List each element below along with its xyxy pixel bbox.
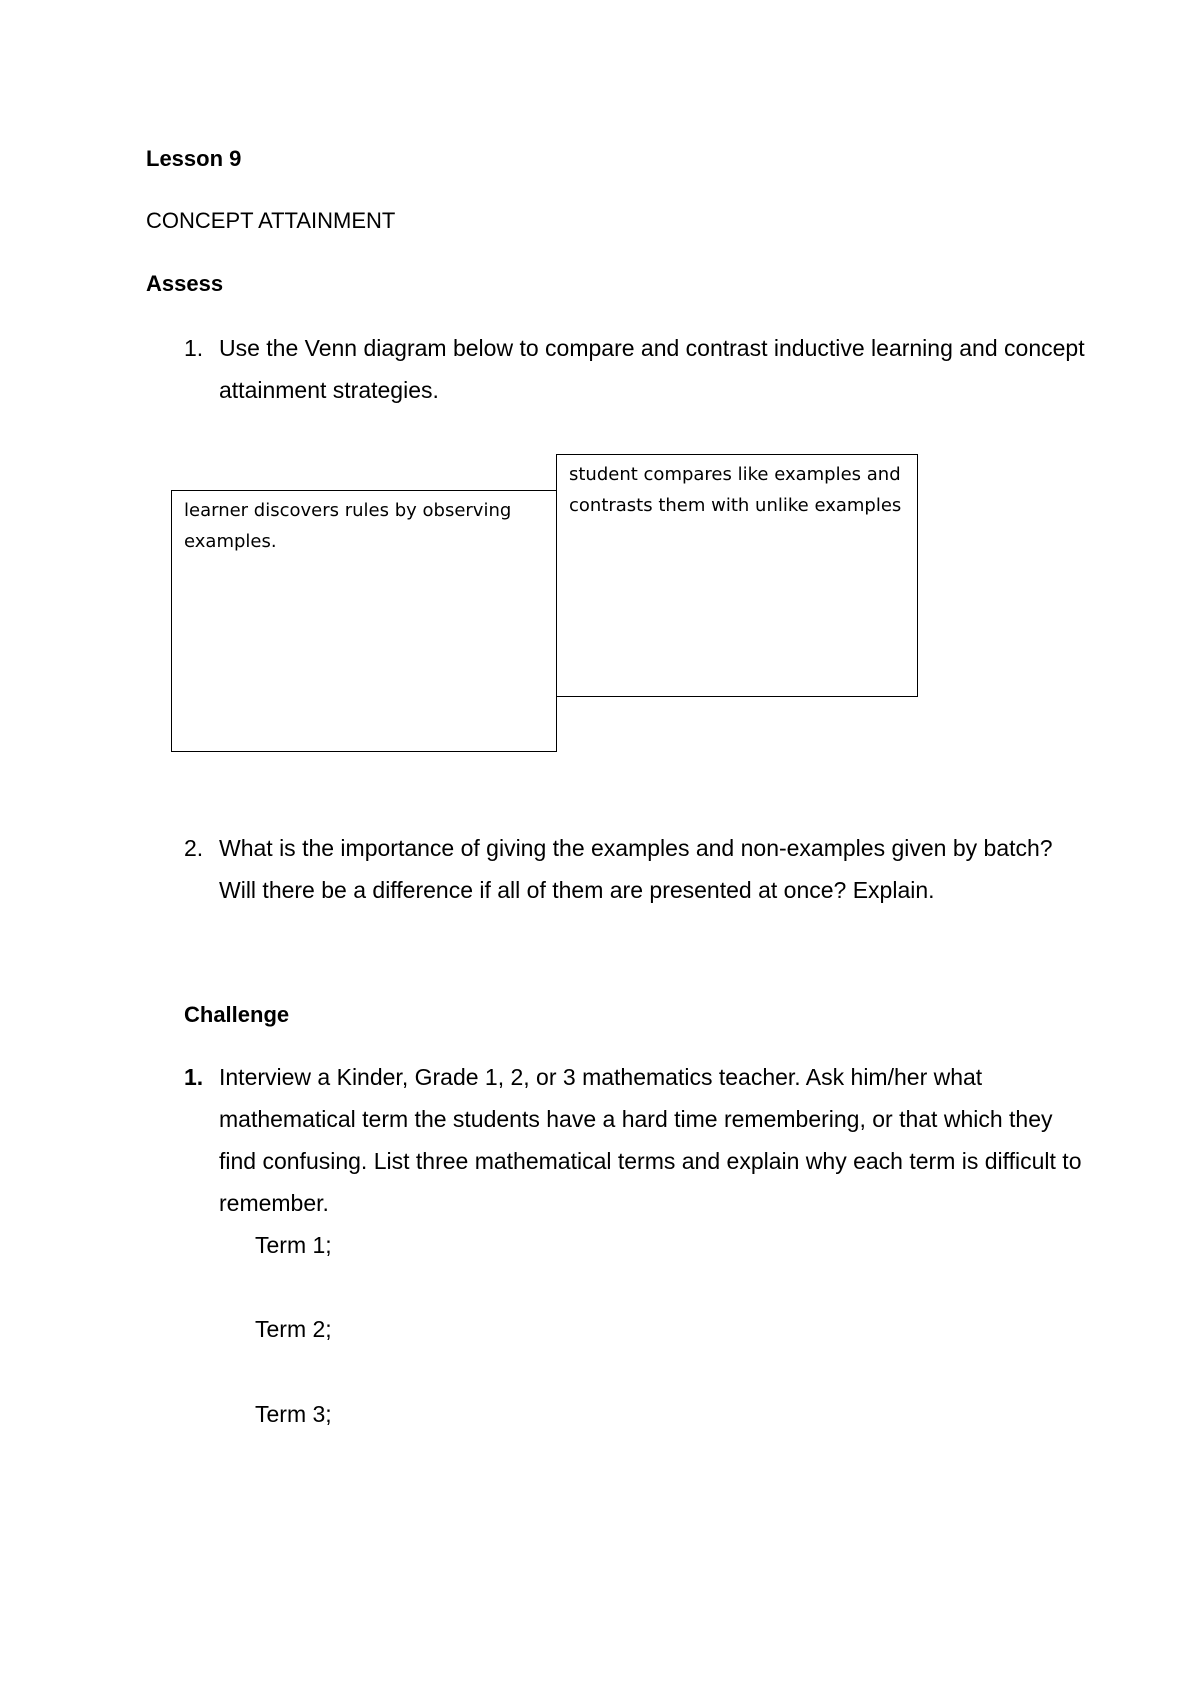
term-2-label: Term 2; <box>255 1316 332 1342</box>
term-1-label: Term 1; <box>255 1232 332 1258</box>
term-3-label: Term 3; <box>255 1401 332 1427</box>
lesson-number: Lesson 9 <box>146 146 242 171</box>
question-2-text: What is the importance of giving the examples and non-examples given by batch? Will there be a difference if all of them are presented at once? Explain. <box>219 835 1053 903</box>
lesson-topic: CONCEPT ATTAINMENT <box>146 208 396 233</box>
challenge-item-text: Interview a Kinder, Grade 1, 2, or 3 mathematics teacher. Ask him/her what mathematical term the students have a hard time remembering, or that which they find confusing. List three mathematical terms and explain why each term is difficult to remember. <box>219 1064 1082 1216</box>
question-1-number: 1. <box>184 335 204 361</box>
challenge-heading: Challenge <box>184 1002 290 1027</box>
diagram-right-box <box>556 454 918 697</box>
diagram-left-box <box>171 490 557 752</box>
challenge-item-number: 1. <box>184 1064 204 1090</box>
diagram-right-text: student compares like examples and contrasts them with unlike examples <box>569 464 902 516</box>
question-1-text: Use the Venn diagram below to compare and contrast inductive learning and concept attainment strategies. <box>219 335 1085 403</box>
question-2-number: 2. <box>184 835 204 861</box>
assess-heading: Assess <box>146 271 224 296</box>
diagram-left-text: learner discovers rules by observing examples. <box>184 500 512 552</box>
